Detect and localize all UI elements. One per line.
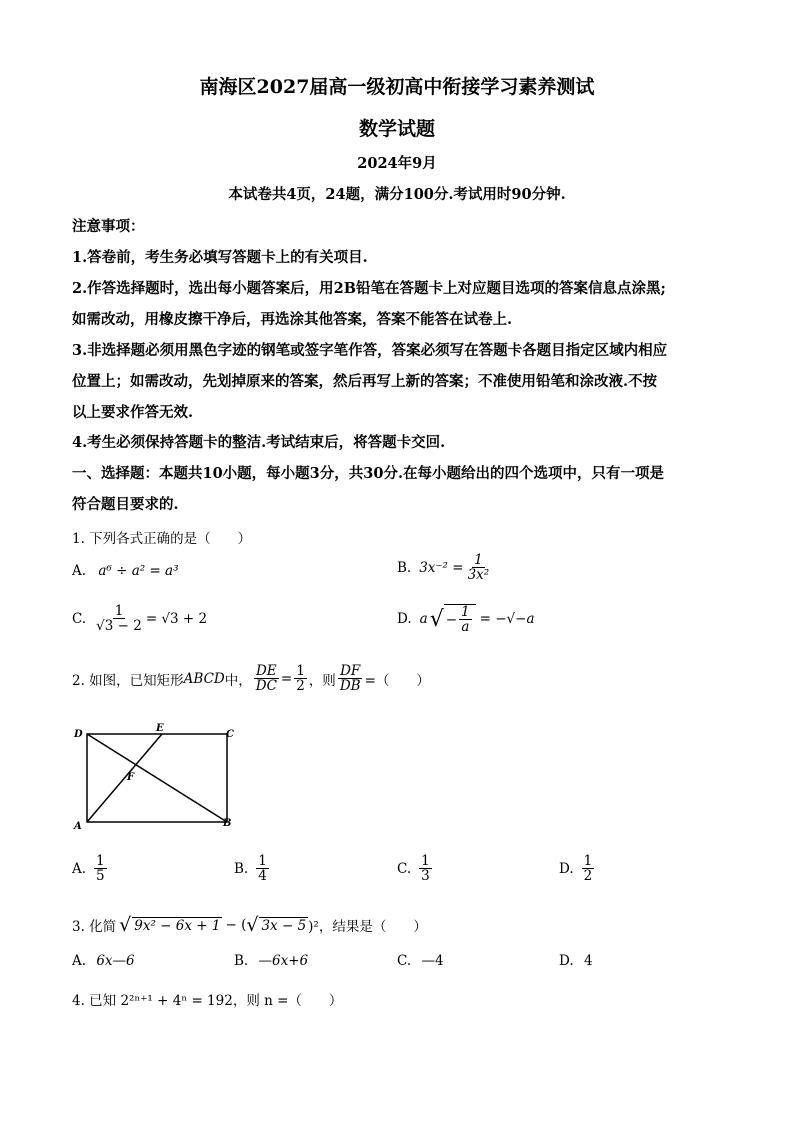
option-text: —4 — [421, 953, 444, 969]
fraction-numerator: 1 — [258, 853, 267, 869]
fraction-numerator: 1 — [583, 853, 593, 869]
fraction — [254, 664, 279, 693]
fraction — [256, 854, 269, 883]
option-label: A. — [72, 860, 87, 877]
q1-option-d — [397, 604, 535, 634]
option-label: D. — [397, 611, 412, 628]
q3-option-d — [559, 953, 593, 969]
exam-title: 南海区2027届高一级初高中衔接学习素养测试 — [199, 76, 595, 98]
label-e: E — [156, 723, 164, 734]
q2-option-b — [234, 854, 271, 883]
fraction — [419, 854, 432, 883]
fraction — [294, 664, 307, 693]
q2-stem-text: ，则 — [308, 672, 336, 689]
fraction-numerator: 1 — [461, 604, 470, 620]
q1-option-c — [72, 604, 207, 633]
section-heading: 一、选择题：本题共10小题，每小题3分，共30分.在每小题给出的四个选项中，只有一项是 — [72, 465, 664, 482]
q2-stem — [72, 664, 430, 693]
radical-sign: √ — [246, 914, 259, 936]
option-math: = √3 + 2 — [145, 610, 208, 627]
q2-option-c — [397, 854, 434, 883]
q1-option-b — [397, 553, 493, 582]
rectangle-figure — [70, 720, 240, 832]
q3-option-c — [397, 953, 444, 969]
fraction-numerator: DF — [340, 663, 361, 679]
q3-option-a — [72, 953, 135, 969]
q2-stem-text: =（ ） — [364, 672, 430, 689]
fraction-numerator: 1 — [474, 552, 483, 568]
option-text: —6x+6 — [258, 953, 309, 969]
fraction-numerator: 1 — [421, 853, 430, 869]
fraction — [338, 664, 363, 693]
radicand: 3x − 5 — [261, 917, 307, 934]
option-label: D. — [559, 860, 574, 877]
q1-stem: 1. 下列各式正确的是（ ） — [72, 531, 252, 547]
exam-date: 2024年9月 — [357, 155, 437, 172]
fraction-denominator: a — [461, 619, 470, 636]
fraction-denominator: 4 — [258, 868, 267, 885]
q4-stem: 4. 已知 2²ⁿ⁺¹ + 4ⁿ = 192，则 n =（ ） — [72, 993, 343, 1009]
q3-stem-text: 3. 化简 — [72, 919, 117, 935]
fraction — [94, 854, 107, 883]
fraction — [466, 553, 492, 582]
option-math: 3x⁻² = — [419, 559, 464, 576]
note-line: 3.非选择题必须用黑色字迹的钢笔或签字笔作答，答案必须写在答题卡各题目指定区域内相应 — [72, 342, 668, 359]
option-math: a⁶ ÷ a² = a³ — [98, 563, 179, 579]
fraction — [582, 854, 595, 883]
label-a: A — [74, 821, 82, 832]
fraction-denominator: 3x² — [467, 567, 490, 584]
option-label: C. — [397, 860, 412, 877]
exam-info: 本试卷共4页，24题，满分100分.考试用时90分钟. — [228, 186, 566, 203]
q2-option-d — [559, 854, 596, 883]
section-heading-cont: 符合题目要求的. — [72, 496, 179, 513]
note-line: 如需改动，用橡皮擦干净后，再选涂其他答案，答案不能答在试卷上. — [72, 311, 513, 328]
q3-stem-text: )²，结果是（ ） — [308, 919, 427, 935]
option-math: = −√−a — [479, 611, 535, 628]
exam-subtitle: 数学试题 — [358, 118, 435, 140]
label-c: C — [226, 729, 234, 740]
q1-option-a — [72, 563, 179, 579]
radical-sign: √ — [429, 606, 444, 632]
radical-sign: √ — [119, 914, 132, 936]
fraction-denominator: 5 — [96, 868, 105, 885]
label-b: B — [223, 818, 232, 829]
radicand: 9x² − 6x + 1 — [134, 917, 221, 934]
note-line: 2.作答选择题时，选出每小题答案后，用2B铅笔在答题卡上对应题目选项的答案信息点涂黑; — [72, 280, 666, 297]
q2-stem-text: 中， — [224, 672, 252, 689]
option-label: A. — [72, 563, 87, 579]
fraction-denominator: 2 — [296, 678, 305, 695]
fraction — [94, 604, 144, 633]
q2-option-a — [72, 854, 109, 883]
notes-heading: 注意事项： — [72, 218, 145, 235]
q3-stem — [72, 914, 427, 936]
note-line: 以上要求作答无效. — [72, 404, 194, 421]
equals-sign: = — [280, 670, 293, 687]
option-label: B. — [234, 860, 249, 877]
option-math: a — [419, 611, 428, 628]
fraction-numerator: 1 — [114, 603, 124, 619]
option-label: C. — [72, 610, 87, 627]
option-label: D. — [559, 953, 574, 969]
radicand: − $\frac{1}{a}$ — [444, 604, 476, 634]
fraction-denominator: √3 − 2 — [96, 618, 142, 635]
fraction-denominator: DB — [339, 678, 361, 695]
fraction — [459, 605, 472, 634]
option-text: 6x—6 — [96, 953, 135, 969]
fraction-numerator: 1 — [96, 853, 105, 869]
option-label: B. — [397, 559, 412, 576]
q2-shape-name: ABCD — [183, 670, 225, 687]
note-line: 4.考生必须保持答题卡的整洁.考试结束后，将答题卡交回. — [72, 434, 446, 451]
note-line: 位置上；如需改动，先划掉原来的答案，然后再写上新的答案；不准使用铅笔和涂改液.不按 — [72, 373, 658, 390]
diagonal-db — [87, 734, 227, 822]
label-f: F — [127, 772, 135, 783]
fraction-denominator: 3 — [421, 868, 430, 885]
fraction-numerator: 1 — [296, 663, 305, 679]
q3-option-b — [234, 953, 308, 969]
fraction-denominator: 2 — [583, 868, 593, 885]
fraction-numerator: DE — [255, 663, 277, 679]
option-label: C. — [397, 953, 412, 969]
fraction-denominator: DC — [255, 678, 277, 695]
label-d: D — [74, 729, 83, 740]
q3-stem-text: − ( — [225, 917, 247, 933]
option-label: A. — [72, 953, 87, 969]
q2-stem-text: 2. 如图，已知矩形 — [72, 672, 184, 689]
option-label: B. — [234, 953, 249, 969]
option-text: 4 — [583, 953, 593, 969]
note-line: 1.答卷前，考生务必填写答题卡上的有关项目. — [72, 249, 368, 266]
segment-ae — [87, 734, 162, 822]
